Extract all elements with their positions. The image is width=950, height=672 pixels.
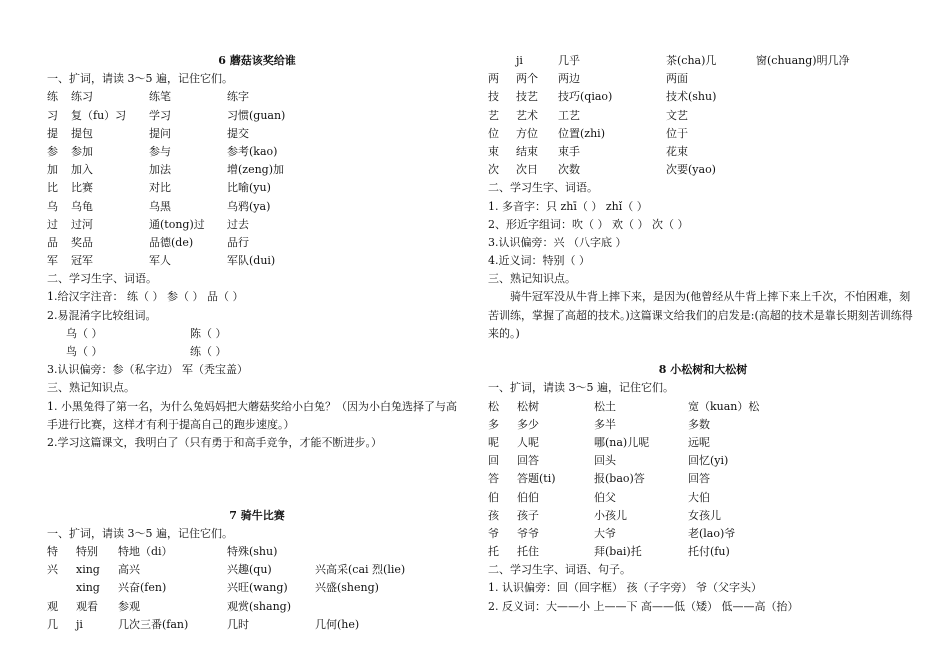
word-cell: 回答 (517, 454, 539, 468)
word-cell: 兴趣(qu) (227, 563, 272, 577)
word-cell: 几何(he) (315, 617, 360, 631)
table-row (47, 143, 467, 161)
head-character: 参 (47, 144, 58, 158)
word-cell: xing (76, 563, 100, 577)
word-cell: 方位 (516, 126, 538, 140)
word-cell: 回忆(yi) (688, 454, 729, 468)
section-heading: 二、学习生字、词语。 (488, 181, 598, 195)
word-expansion-table (488, 52, 918, 179)
word-cell: 高兴 (118, 563, 140, 577)
word-cell: 比赛 (71, 181, 93, 195)
head-character: 爷 (488, 526, 499, 540)
word-cell: 冠军 (71, 254, 93, 268)
table-row (488, 543, 918, 561)
word-cell: 练习 (71, 90, 93, 104)
word-cell: 通(tong)过 (149, 217, 205, 231)
word-cell: 大爷 (594, 526, 616, 540)
left-column (47, 52, 467, 634)
word-cell: 拜(bai)托 (594, 545, 642, 559)
section-heading: 一、扩词，请读 3～5 遍，记住它们。 (47, 526, 233, 540)
table-row (47, 579, 467, 597)
section-heading: 一、扩词，请读 3～5 遍，记住它们。 (488, 381, 674, 395)
word-cell: 孩子 (517, 508, 539, 522)
word-cell: 提包 (71, 126, 93, 140)
head-character: 次 (488, 163, 499, 177)
compare-item: 陈（ ） (190, 326, 227, 340)
table-row (47, 234, 467, 252)
head-character: 观 (47, 599, 58, 613)
table-row (488, 452, 918, 470)
word-cell: ji (516, 54, 523, 67)
table-row (488, 398, 918, 416)
head-character: 习 (47, 108, 58, 122)
knowledge-point: 1. 小黑兔得了第一名，为什么兔妈妈把大蘑菇奖给小白兔？（因为小白兔选择了与高手进行比赛，这样才有利于提高自己的跑步速度。） (47, 399, 457, 431)
word-cell: 乌龟 (71, 199, 93, 213)
word-cell: 哪(na)儿呢 (594, 435, 650, 449)
table-row (488, 470, 918, 488)
word-cell: 多数 (688, 417, 710, 431)
word-cell: 回头 (594, 454, 616, 468)
compare-item: 乌（ ） (66, 326, 103, 340)
head-character: 技 (488, 90, 499, 104)
head-character: 品 (47, 235, 58, 249)
word-cell: 提交 (227, 126, 249, 140)
compare-pair-row (47, 343, 467, 361)
word-cell: 几次三番(fan) (118, 617, 189, 631)
knowledge-point: 2.学习这篇课文，我明白了（只有勇于和高手竞争，才能不断进步。） (47, 435, 382, 449)
table-row (47, 198, 467, 216)
word-cell: 托住 (517, 545, 539, 559)
section-heading: 一、扩词，请读 3～5 遍，记住它们。 (47, 72, 233, 86)
section-heading: 二、学习生字、词语。 (47, 272, 157, 286)
word-cell: 学习 (149, 108, 171, 122)
exercise-pinyin: 1.给汉字注音： 练（ ） 参（ ） 品（ ） (47, 290, 244, 304)
head-character: 过 (47, 217, 58, 231)
table-row (488, 161, 918, 179)
word-cell: 乌鸦(ya) (227, 199, 271, 213)
word-cell: 观看 (76, 599, 98, 613)
table-row (47, 543, 467, 561)
word-cell: 位于 (666, 126, 688, 140)
word-cell: 次日 (516, 163, 538, 177)
exercise-radicals: 3.认识偏旁：参（私字边） 军（秃宝盖） (47, 363, 248, 377)
exercise-synonym: 4.近义词：特别（ ） (488, 254, 590, 268)
word-cell: 特别 (76, 545, 98, 559)
compare-item: 练（ ） (190, 345, 227, 358)
table-row (47, 161, 467, 179)
head-character: 提 (47, 126, 58, 140)
table-row (488, 434, 918, 452)
word-cell: xing (76, 581, 100, 595)
word-cell: 束手 (558, 144, 580, 158)
word-cell: 加入 (71, 163, 93, 177)
knowledge-point: 骑牛冠军没从牛背上摔下来，是因为(他曾经从牛背上摔下来上千次，不怕困难，刻苦训练，掌握了高超的技术。)这篇课文给我们的启发是:(高超的技术是靠长期刻苦训练得来的。) (488, 290, 913, 340)
table-row (488, 107, 918, 125)
lesson-6-title: 6 蘑菇该奖给谁 (218, 54, 296, 67)
lesson-7-title: 7 骑牛比赛 (229, 508, 285, 522)
word-cell: 参考(kao) (227, 144, 278, 158)
table-row (47, 616, 467, 634)
head-character: 伯 (488, 490, 499, 504)
word-cell: 几时 (227, 617, 249, 631)
word-cell: 回答 (688, 472, 710, 486)
table-row (47, 216, 467, 234)
word-cell: 观赏(shang) (227, 599, 291, 613)
word-expansion-table (488, 398, 918, 562)
word-cell: 花束 (666, 144, 688, 158)
word-cell: 技巧(qiao) (558, 90, 613, 104)
word-cell: 伯父 (594, 490, 616, 504)
word-cell: 习惯(guan) (227, 108, 286, 122)
head-character: 加 (47, 163, 58, 177)
word-cell: 两边 (558, 72, 580, 86)
word-cell: 品德(de) (149, 235, 194, 249)
word-cell: 次要(yao) (666, 163, 716, 177)
right-column (488, 52, 918, 616)
word-cell: 技艺 (516, 90, 538, 104)
word-cell: 爷爷 (517, 526, 539, 540)
word-cell: 乌黑 (149, 199, 171, 213)
word-cell: 工艺 (558, 108, 580, 122)
word-cell: ji (76, 617, 83, 631)
table-row (488, 507, 918, 525)
table-row (47, 561, 467, 579)
word-cell: 提问 (149, 126, 171, 140)
word-cell: 两个 (516, 72, 538, 86)
table-row (47, 179, 467, 197)
head-character: 练 (47, 90, 58, 104)
word-cell: 特地（di） (118, 545, 173, 559)
word-cell: 几乎 (558, 54, 580, 67)
table-row (488, 489, 918, 507)
table-row (488, 70, 918, 88)
section-heading: 三、熟记知识点。 (488, 272, 576, 286)
word-cell: 报(bao)答 (594, 472, 645, 486)
word-cell: 宽（kuan）松 (688, 399, 760, 413)
word-cell: 人呢 (517, 435, 539, 449)
word-cell: 军队(dui) (227, 254, 276, 268)
head-character: 松 (488, 399, 499, 413)
exercise-compare: 2.易混淆字比较组词。 (47, 308, 157, 322)
head-character: 托 (488, 545, 499, 559)
exercise-polyphone: 1. 多音字：只 zhī（ ） zhǐ（ ） (488, 199, 648, 213)
word-cell: 松树 (517, 399, 539, 413)
head-character: 回 (488, 454, 499, 468)
lesson-8-title: 8 小松树和大松树 (658, 363, 748, 377)
head-character: 特 (47, 545, 58, 559)
exercise-radicals: 3.认识偏旁：兴 （八字底 ） (488, 235, 627, 249)
word-cell: 老(lao)爷 (688, 526, 736, 540)
word-cell: 兴盛(sheng) (315, 581, 379, 595)
head-character: 答 (488, 472, 499, 486)
word-cell: 军人 (149, 254, 171, 268)
word-cell: 茶(cha)几 (666, 54, 717, 67)
word-cell: 小孩儿 (594, 508, 627, 522)
word-cell: 兴旺(wang) (227, 581, 288, 595)
word-cell: 次数 (558, 163, 580, 177)
compare-pair-row (47, 325, 467, 343)
word-cell: 对比 (149, 181, 171, 195)
table-row (488, 88, 918, 106)
word-cell: 窗(chuang)明几净 (756, 54, 850, 67)
head-character: 束 (488, 144, 499, 158)
table-row (488, 125, 918, 143)
word-cell: 文艺 (666, 108, 688, 122)
word-cell: 松土 (594, 399, 616, 413)
word-cell: 加法 (149, 163, 171, 177)
head-character: 孩 (488, 508, 499, 522)
word-cell: 练字 (227, 90, 249, 104)
head-character: 比 (47, 181, 58, 195)
word-cell: 远呢 (688, 435, 710, 449)
head-character: 军 (47, 254, 58, 268)
head-character: 多 (488, 417, 499, 431)
word-cell: 过去 (227, 217, 249, 231)
word-cell: 艺术 (516, 108, 538, 122)
word-cell: 位置(zhi) (558, 126, 605, 140)
word-cell: 增(zeng)加 (227, 163, 285, 177)
word-cell: 答题(ti) (517, 472, 556, 486)
head-character: 呢 (488, 435, 499, 449)
head-character: 位 (488, 126, 499, 140)
head-character: 艺 (488, 108, 499, 122)
exercise-radicals: 1. 认识偏旁：回（回字框） 孩（子字旁） 爷（父字头） (488, 581, 762, 595)
word-cell: 结束 (516, 144, 538, 158)
word-expansion-table (47, 543, 467, 634)
head-character: 乌 (47, 199, 58, 213)
word-cell: 奖品 (71, 235, 93, 249)
word-cell: 参与 (149, 144, 171, 158)
word-cell: 复（fu）习 (71, 108, 127, 122)
word-cell: 兴高采(cai 烈(lie) (315, 563, 406, 577)
word-cell: 特殊(shu) (227, 545, 278, 559)
word-cell: 过河 (71, 217, 93, 231)
table-row (47, 252, 467, 270)
table-row (488, 416, 918, 434)
word-cell: 大伯 (688, 490, 710, 504)
table-row (47, 125, 467, 143)
exercise-antonyms: 2. 反义词：大——小 上——下 高——低（矮） 低——高（抬） (488, 599, 799, 613)
word-cell: 多少 (517, 417, 539, 431)
table-row (47, 598, 467, 616)
word-cell: 托付(fu) (688, 545, 730, 559)
compare-item: 鸟（ ） (66, 345, 103, 358)
word-cell: 品行 (227, 235, 249, 249)
word-cell: 参加 (71, 144, 93, 158)
word-cell: 两面 (666, 72, 688, 86)
word-cell: 兴奋(fen) (118, 581, 167, 595)
exercise-similar-chars: 2、形近字组词：吹（ ） 欢（ ） 次（ ） (488, 217, 689, 231)
word-cell: 伯伯 (517, 490, 539, 504)
word-cell: 比喻(yu) (227, 181, 271, 195)
word-cell: 技术(shu) (666, 90, 717, 104)
word-cell: 女孩儿 (688, 508, 721, 522)
table-row (47, 88, 467, 106)
word-expansion-table (47, 88, 467, 270)
head-character: 兴 (47, 563, 58, 577)
table-row (488, 143, 918, 161)
section-heading: 二、学习生字、词语、句子。 (488, 563, 631, 577)
word-cell: 多半 (594, 417, 616, 431)
table-row (488, 52, 918, 70)
head-character: 几 (47, 617, 58, 631)
table-row (47, 107, 467, 125)
head-character: 两 (488, 72, 499, 86)
table-row (488, 525, 918, 543)
word-cell: 参观 (118, 599, 140, 613)
section-heading: 三、熟记知识点。 (47, 381, 135, 395)
word-cell: 练笔 (149, 90, 171, 104)
